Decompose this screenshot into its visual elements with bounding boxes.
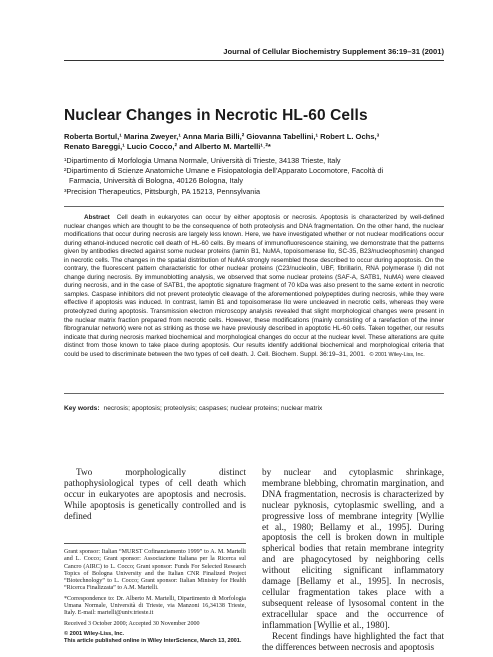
body-left-paragraph: Two morphologically distinct pathophysiological types of cell death which occur in eukaryotes are apoptosis and necrosis. While apoptosis is genetically controlled and is defined bbox=[64, 467, 246, 521]
article-title: Nuclear Changes in Necrotic HL-60 Cells bbox=[64, 107, 368, 124]
footnote-copyright: © 2001 Wiley-Liss, Inc. bbox=[64, 630, 125, 637]
abstract-copyright: © 2001 Wiley-Liss, Inc. bbox=[369, 351, 425, 358]
author-line-2: Renato Bareggi,¹ Lucio Cocco,² and Alberto M. Martelli¹˒²* bbox=[64, 142, 271, 152]
author-list bbox=[64, 132, 444, 153]
header-rule bbox=[64, 60, 444, 61]
footnote-published: This article published online in Wiley InterScience, March 13, 2001. bbox=[64, 638, 242, 645]
body-right-column bbox=[262, 467, 444, 652]
body-right-paragraph-1: by nuclear and cytoplasmic shrinkage, membrane blebbing, chromatin margination, and DNA fragmentation, necrosis is characterized by nuclear pyknosis, cytoplasmic swelling, and a progressive loss of membrane integrity [Wyllie et al., 1980; Bellamy et al., 1995]. During apoptosis the cell is broken down in multiple spherical bodies that retain membrane integrity and are phagocytosed by neighboring cells without eliciting significant inflammatory damage [Bellamy et al., 1995]. In necrosis, cellular fragmentation takes place with a subsequent release of lysosomal content in the extracellular space and the occurrence of inflammation [Wyllie et al., 1980]. bbox=[262, 467, 444, 630]
author-line-1: Roberta Bortul,¹ Marina Zweyer,¹ Anna Maria Billi,² Giovanna Tabellini,¹ Robert L. Ochs,³ bbox=[64, 132, 380, 141]
body-right-paragraph-2: Recent findings have highlighted the fact that the differences between necrosis and apoptosis bbox=[262, 630, 444, 652]
keywords-text: necrosis; apoptosis; proteolysis; caspases; nuclear proteins; nuclear matrix bbox=[103, 405, 323, 412]
footnote-correspondence: *Correspondence to: Dr. Alberto M. Martelli, Dipartimento di Morfologia Umana Normale, Università di Trieste, via Manzoni 16,34138 Trieste, Italy. E-mail: martelli@univ.trieste.it bbox=[64, 595, 246, 617]
footnote-grants: Grant sponsor: Italian “MURST Cofinanziamento 1999” to A. M. Martelli and L. Cocco; Grant sponsor: Associazione Italiana per la Ricerca sul Cancro (AIRC) to L. Cocco; Grant sponsor: Funds For Selected Research Topics of Bologna University and the Italian CNR Finalized Project “Biotechnology” to L. Cocco; Grant sponsor: Italian Ministry for Health “Ricerca Finalizzata” to A.M. Martelli. bbox=[64, 549, 246, 592]
abstract-label: Abstract bbox=[84, 214, 110, 221]
affiliation-3: ³Precision Therapeutics, Pittsburgh, PA 15213, Pennsylvania bbox=[64, 186, 261, 196]
footnote-received: Received 3 October 2000; Accepted 30 November 2000 bbox=[64, 620, 200, 627]
footnote-rule bbox=[64, 543, 246, 544]
affiliation-1: ¹Dipartimento di Morfologia Umana Normale, Università di Trieste, 34138 Trieste, Italy bbox=[64, 156, 341, 165]
journal-header: Journal of Cellular Biochemistry Supplement 36:19–31 (2001) bbox=[223, 47, 444, 56]
abstract-text: Cell death in eukaryotes can occur by either apoptosis or necrosis. Apoptosis is characterized by well-defined nuclear changes which are thought to be the consequence of both proteolysis and DNA fragmentation. On the other hand, the nuclear modifications that occur during necrosis are largely less known. Here, we have investigated whether or not nuclear modifications occur during ethanol-induced necrotic cell death of HL-60 cells. By means of immunofluorescence staining, we demonstrate that the patterns given by antibodies directed against some nuclear proteins (lamin B1, NuMA, topoisomerase IIα, SC-35, B23/nucleophosmin) changed in necrotic cells. The changes in the spatial distribution of NuMA strongly resembled those described to occur during apoptosis. On the contrary, the fluorescent pattern characteristic for other nuclear proteins (C23/nucleolin, UBF, fibrillarin, RNA polymerase I) did not change during necrosis. By immunoblotting analysis, we observed that some nuclear proteins (SAF-A, SATB1, NuMA) were cleaved during necrosis, and in the case of SATB1, the apoptotic signature fragment of 70 kDa was also present to the same extent in necrotic samples. Caspase inhibitors did not prevent proteolytic cleavage of the aforementioned polypeptides during necrosis, while they were effective if apoptosis was induced. In contrast, lamin B1 and topoisomerase IIα were uncleaved in necrotic cells, whereas they were proteolyzed during apoptosis. Transmission electron microscopy analysis revealed that slight morphological changes were present in the nuclear matrix fraction prepared from necrotic cells. However, these modifications (mainly consisting of a rarefaction of the inner fibrogranular network) were not as striking as those we have previously described in apoptotic HL-60 cells. Taken together, our results indicate that during necrosis marked biochemical and morphological changes do occur at the nuclear level. These alterations are quite distinct from those known to take place during apoptosis. Our results identify additional biochemical and morphological criteria that could be used to discriminate between the two types of cell death. J. Cell. Biochem. Suppl. 36:19–31, 2001. bbox=[64, 214, 444, 358]
affiliation-2: ²Dipartimento di Scienze Anatomiche Umane e Fisiopatologia dell’Apparato Locomotore, Facoltà di bbox=[64, 166, 384, 176]
keywords bbox=[64, 405, 444, 412]
affiliation-2-continued: Farmacia, Università di Bologna, 40126 Bologna, Italy bbox=[69, 176, 244, 186]
affiliation-list bbox=[64, 156, 444, 197]
keywords-label: Key words: bbox=[64, 405, 100, 412]
footnotes bbox=[64, 549, 246, 646]
abstract bbox=[64, 214, 444, 359]
